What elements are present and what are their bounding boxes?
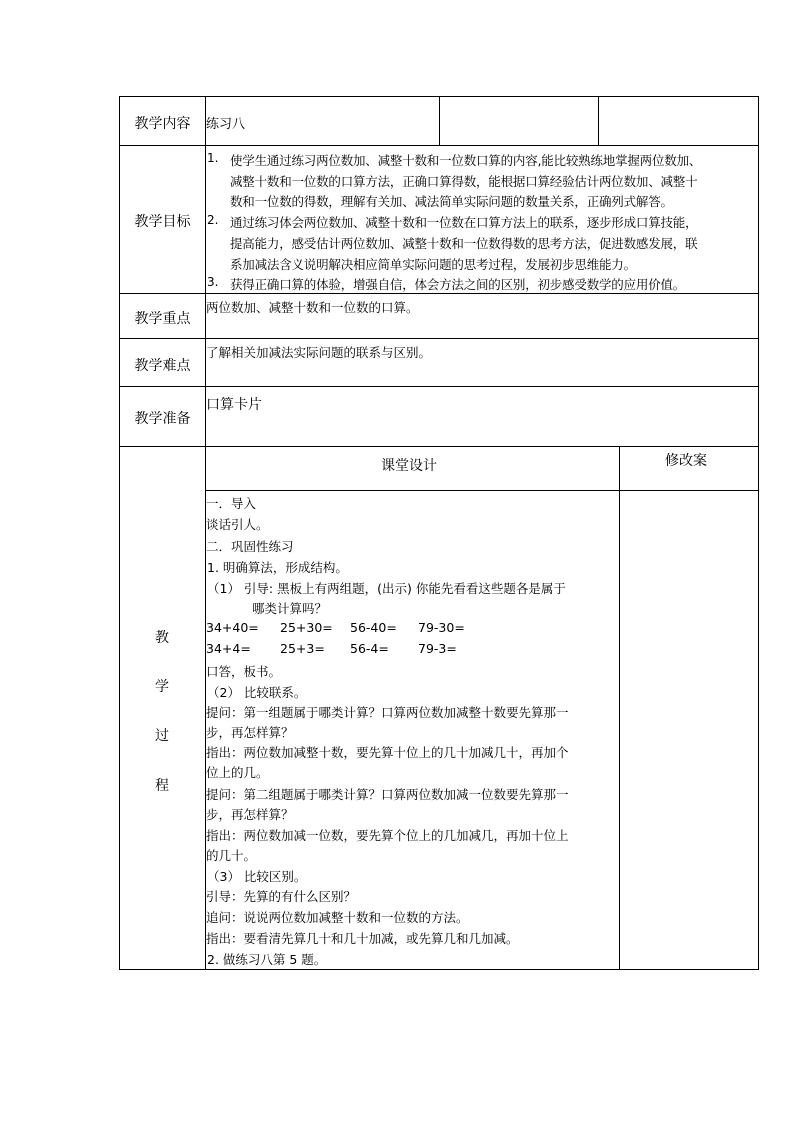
equation-1d: 79-30= [418, 620, 465, 635]
border-bottom [119, 969, 759, 970]
border-row2 [119, 293, 759, 294]
difficult-value: 了解相关加减法实际问题的联系与区别。 [206, 345, 432, 360]
process-line-q2: 提问：第二组题属于哪类计算？口算两位数加减一位数要先算那一 [206, 787, 569, 802]
process-label-char-4: 程 [155, 778, 169, 794]
goal-2-line-1: 通过练习体会两位数加、减整十数和一位数在口算方法上的联系，逐步形成口算技能， [230, 215, 698, 230]
goal-1-number: 1. [207, 151, 219, 165]
equation-2d: 79-3= [418, 641, 457, 656]
difficult-label: 教学难点 [134, 358, 191, 374]
equation-1c: 56-40= [350, 620, 397, 635]
border-content-col2 [439, 96, 440, 145]
revise-header: 修改案 [665, 453, 707, 469]
process-line-practice-title: 二．巩固性练习 [206, 539, 294, 554]
process-line-a2-cont: 的几十。 [206, 848, 257, 863]
process-line-intro-title: 一．导入 [206, 496, 257, 511]
process-line-guide1: （1） 引导: 黑板上有两组题，(出示) 你能先看看这些题各是属于 [207, 581, 566, 596]
process-line-a2: 指出：两位数加减一位数，要先算个位上的几加减几，再加十位上 [206, 828, 569, 843]
border-process-header [205, 490, 759, 491]
equation-2b: 25+3= [280, 641, 325, 656]
process-label-char-3: 过 [155, 728, 169, 744]
goals-label: 教学目标 [134, 214, 191, 230]
goal-1-line-3: 数和一位数的得数，理解有关加、减法简单实际问题的数量关系，正确列式解答。 [230, 194, 673, 209]
process-line-step2: 2. 做练习八第 5 题。 [207, 952, 327, 967]
process-line-guide2: 引导：先算的有什么区别？ [206, 889, 357, 904]
key-label: 教学重点 [134, 311, 191, 327]
process-label-char-2: 学 [155, 679, 169, 695]
goal-2-number: 2. [207, 213, 219, 227]
goal-3-number: 3. [207, 275, 219, 289]
equation-2c: 56-4= [350, 641, 389, 656]
process-line-q2-cont: 步，再怎样算？ [206, 807, 294, 822]
process-line-q1: 提问：第一组题属于哪类计算？口算两位数加减整十数要先算那一 [206, 705, 569, 720]
prep-label: 教学准备 [134, 411, 191, 427]
process-line-a1: 指出：两位数加减整十数，要先算十位上的几十加减几十，再加个 [206, 745, 569, 760]
border-right [758, 96, 759, 970]
goal-1-line-2: 减整十数和一位数的口算方法，正确口算得数，能根据口算经验估计两位数加、减整十 [230, 174, 698, 189]
goal-1-line-1: 使学生通过练习两位数加、减整十数和一位数口算的内容,能比较熟练地掌握两位数加、 [230, 153, 702, 168]
process-line-oral: 口答，板书。 [206, 664, 282, 679]
border-revise-col [619, 446, 620, 970]
goal-3-line-1: 获得正确口算的体验，增强自信，体会方法之间的区别，初步感受数学的应用价值。 [230, 277, 686, 292]
process-line-intro-text: 谈话引人。 [206, 517, 269, 532]
process-line-step1: 1. 明确算法，形成结构。 [207, 560, 348, 575]
border-row1 [119, 145, 759, 146]
equation-2a: 34+4= [206, 641, 251, 656]
prep-value: 口算卡片 [206, 397, 262, 413]
border-row5 [119, 446, 759, 447]
process-line-followup: 追问：说说两位数加减整十数和一位数的方法。 [206, 910, 469, 925]
goal-2-line-2: 提高能力，感受估计两位数加、减整十数和一位数得数的思考方法，促进数感发展，联 [230, 236, 698, 251]
process-line-guide1-cont: 哪类计算吗？ [252, 601, 328, 616]
content-value: 练习八 [206, 117, 246, 132]
goal-2-line-3: 系加减法含义说明解决相应简单实际问题的思考过程，发展初步思维能力。 [230, 257, 636, 272]
equation-1a: 34+40= [206, 620, 259, 635]
process-line-point-out: 指出：要看清先算几十和几十加减，或先算几和几加减。 [206, 931, 519, 946]
process-line-compare-link: （2） 比较联系。 [207, 685, 307, 700]
border-content-col3 [598, 96, 599, 145]
design-header: 课堂设计 [381, 458, 437, 474]
border-row3 [119, 338, 759, 339]
process-line-compare-diff: （3） 比较区别。 [207, 869, 307, 884]
equation-1b: 25+30= [280, 620, 333, 635]
process-line-q1-cont: 步，再怎样算？ [206, 725, 294, 740]
process-label-char-1: 教 [155, 630, 169, 646]
border-row4 [119, 386, 759, 387]
content-label: 教学内容 [134, 116, 191, 132]
process-line-a1-cont: 位上的几。 [206, 765, 269, 780]
key-value: 两位数加、减整十数和一位数的口算。 [206, 300, 419, 315]
